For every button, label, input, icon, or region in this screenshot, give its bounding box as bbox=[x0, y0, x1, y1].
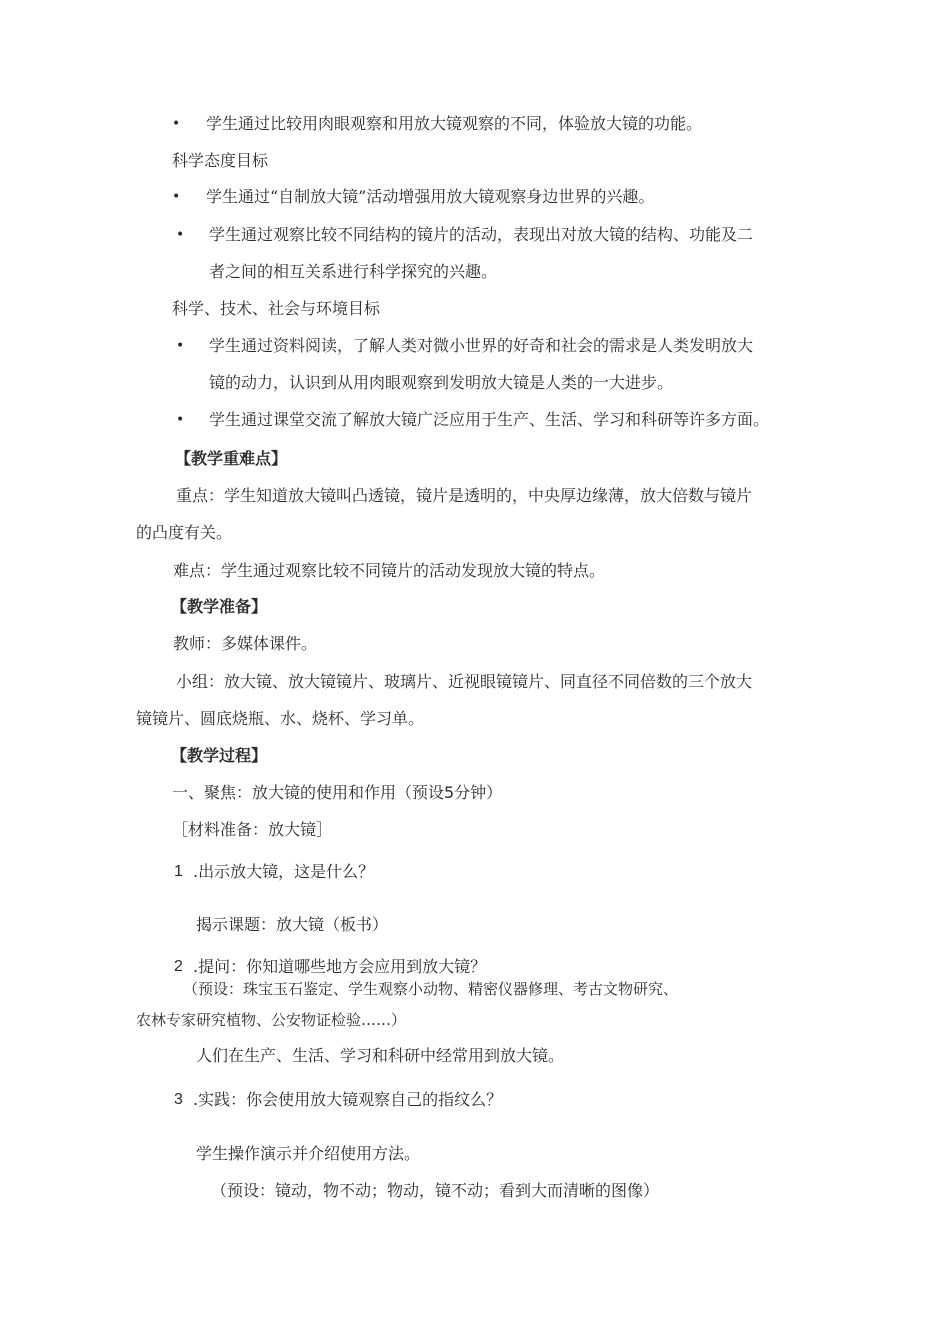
step2-preset-line1: （预设：珠宝玉石鉴定、学生观察小动物、精密仪器修理、考古文物研究、 bbox=[183, 980, 679, 998]
key-point-line1: 重点：学生知道放大镜叫凸透镜，镜片是透明的，中央厚边缘薄，放大倍数与镜片 bbox=[176, 486, 753, 505]
objective-self-made-magnifier: 学生通过“自制放大镜”活动增强用放大镜观察身边世界的兴趣。 bbox=[206, 187, 655, 206]
heading-key-difficult-points: 【教学重难点】 bbox=[175, 449, 288, 468]
heading-attitude-goals: 科学态度目标 bbox=[172, 151, 269, 170]
objective-compare-observation: 学生通过比较用肉眼观察和用放大镜观察的不同，体验放大镜的功能。 bbox=[206, 114, 703, 133]
materials-note: ［材料准备：放大镜］ bbox=[172, 820, 333, 839]
step3-preset: （预设：镜动，物不动；物动，镜不动；看到大而清晰的图像） bbox=[211, 1181, 660, 1200]
step1-show-magnifier: .出示放大镜，这是什么？ bbox=[193, 862, 375, 881]
step2-preset-line2: 农林专家研究植物、公安物证检验……） bbox=[136, 1011, 407, 1029]
teacher-preparation: 教师：多媒体课件。 bbox=[173, 634, 318, 653]
heading-sts-goals: 科学、技术、社会与环境目标 bbox=[172, 299, 381, 318]
objective-lens-structure-line1: 学生通过观察比较不同结构的镜片的活动，表现出对放大镜的结构、功能及二 bbox=[209, 225, 754, 244]
objective-reading-line2: 镜的动力，认识到从用肉眼观察到发明放大镜是人类的一大进步。 bbox=[209, 373, 674, 392]
heading-teaching-process: 【教学过程】 bbox=[171, 746, 268, 765]
bullet-marker: • bbox=[176, 338, 185, 354]
step2-summary: 人们在生产、生活、学习和科研中经常用到放大镜。 bbox=[196, 1046, 565, 1065]
step3-practice: .实践：你会使用放大镜观察自己的指纹么？ bbox=[193, 1090, 503, 1109]
group-materials-line1: 小组：放大镜、放大镜镜片、玻璃片、近视眼镜镜片、同直径不同倍数的三个放大 bbox=[176, 672, 753, 691]
step-number: 2 bbox=[174, 958, 183, 975]
section-focus-title: 一、聚焦：放大镜的使用和作用（预设5分钟） bbox=[172, 783, 503, 802]
step-number: 3 bbox=[174, 1091, 183, 1108]
bullet-marker: • bbox=[176, 412, 185, 428]
step-number: 1 bbox=[174, 863, 183, 880]
bullet-marker: • bbox=[172, 116, 181, 132]
key-point-line2: 的凸度有关。 bbox=[136, 523, 233, 542]
heading-preparation: 【教学准备】 bbox=[171, 597, 268, 616]
step2-question: .提问：你知道哪些地方会应用到放大镜？ bbox=[193, 957, 487, 976]
bullet-marker: • bbox=[176, 227, 185, 243]
objective-applications: 学生通过课堂交流了解放大镜广泛应用于生产、生活、学习和科研等许多方面。 bbox=[209, 410, 770, 429]
bullet-marker: • bbox=[172, 189, 181, 205]
objective-lens-structure-line2: 者之间的相互关系进行科学探究的兴趣。 bbox=[209, 262, 498, 281]
objective-reading-line1: 学生通过资料阅读，了解人类对微小世界的好奇和社会的需求是人类发明放大 bbox=[209, 336, 754, 355]
difficult-point: 难点：学生通过观察比较不同镜片的活动发现放大镜的特点。 bbox=[173, 561, 606, 580]
group-materials-line2: 镜镜片、圆底烧瓶、水、烧杯、学习单。 bbox=[136, 709, 425, 728]
step1-reveal-topic: 揭示课题：放大镜（板书） bbox=[196, 915, 389, 934]
step3-demonstration: 学生操作演示并介绍使用方法。 bbox=[196, 1144, 421, 1163]
